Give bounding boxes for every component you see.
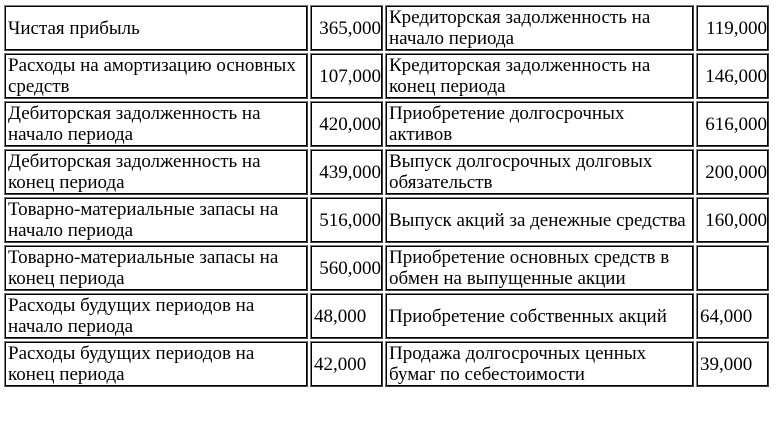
right-item-value: 200,000 [696, 149, 769, 195]
left-item-label: Расходы будущих периодов на начало периода [4, 293, 308, 339]
right-item-value: 616,000 [696, 101, 769, 147]
right-item-label: Приобретение основных средств в обмен на выпущенные акции [385, 245, 694, 291]
table-row [4, 53, 769, 99]
left-item-value: 107,000 [310, 53, 383, 99]
right-item-label: Продажа долгосрочных ценных бумаг по себестоимости [385, 341, 694, 387]
table-row [4, 197, 769, 243]
right-item-value: 64,000 [696, 293, 769, 339]
left-item-value: 48,000 [310, 293, 383, 339]
table-row [4, 149, 769, 195]
right-item-label: Выпуск акций за денежные средства [385, 197, 694, 243]
left-item-value: 439,000 [310, 149, 383, 195]
left-item-label: Дебиторская задолженность на конец периода [4, 149, 308, 195]
left-item-label: Чистая прибыль [4, 5, 308, 51]
table-row [4, 245, 769, 291]
financial-data-table [2, 3, 771, 389]
right-item-value [696, 245, 769, 291]
left-item-value: 516,000 [310, 197, 383, 243]
right-item-value: 39,000 [696, 341, 769, 387]
left-item-value: 560,000 [310, 245, 383, 291]
right-item-label: Приобретение собственных акций [385, 293, 694, 339]
left-item-value: 42,000 [310, 341, 383, 387]
left-item-label: Расходы на амортизацию основных средств [4, 53, 308, 99]
right-item-value: 119,000 [696, 5, 769, 51]
right-item-label: Выпуск долгосрочных долговых обязательств [385, 149, 694, 195]
table-row [4, 293, 769, 339]
table-row [4, 5, 769, 51]
right-item-label: Кредиторская задолженность на конец периода [385, 53, 694, 99]
left-item-label: Дебиторская задолженность на начало периода [4, 101, 308, 147]
right-item-label: Приобретение долгосрочных активов [385, 101, 694, 147]
left-item-label: Расходы будущих периодов на конец периода [4, 341, 308, 387]
left-item-value: 420,000 [310, 101, 383, 147]
left-item-label: Товарно-материальные запасы на конец периода [4, 245, 308, 291]
left-item-label: Товарно-материальные запасы на начало периода [4, 197, 308, 243]
left-item-value: 365,000 [310, 5, 383, 51]
table-row [4, 341, 769, 387]
right-item-label: Кредиторская задолженность на начало периода [385, 5, 694, 51]
right-item-value: 160,000 [696, 197, 769, 243]
table-row [4, 101, 769, 147]
right-item-value: 146,000 [696, 53, 769, 99]
